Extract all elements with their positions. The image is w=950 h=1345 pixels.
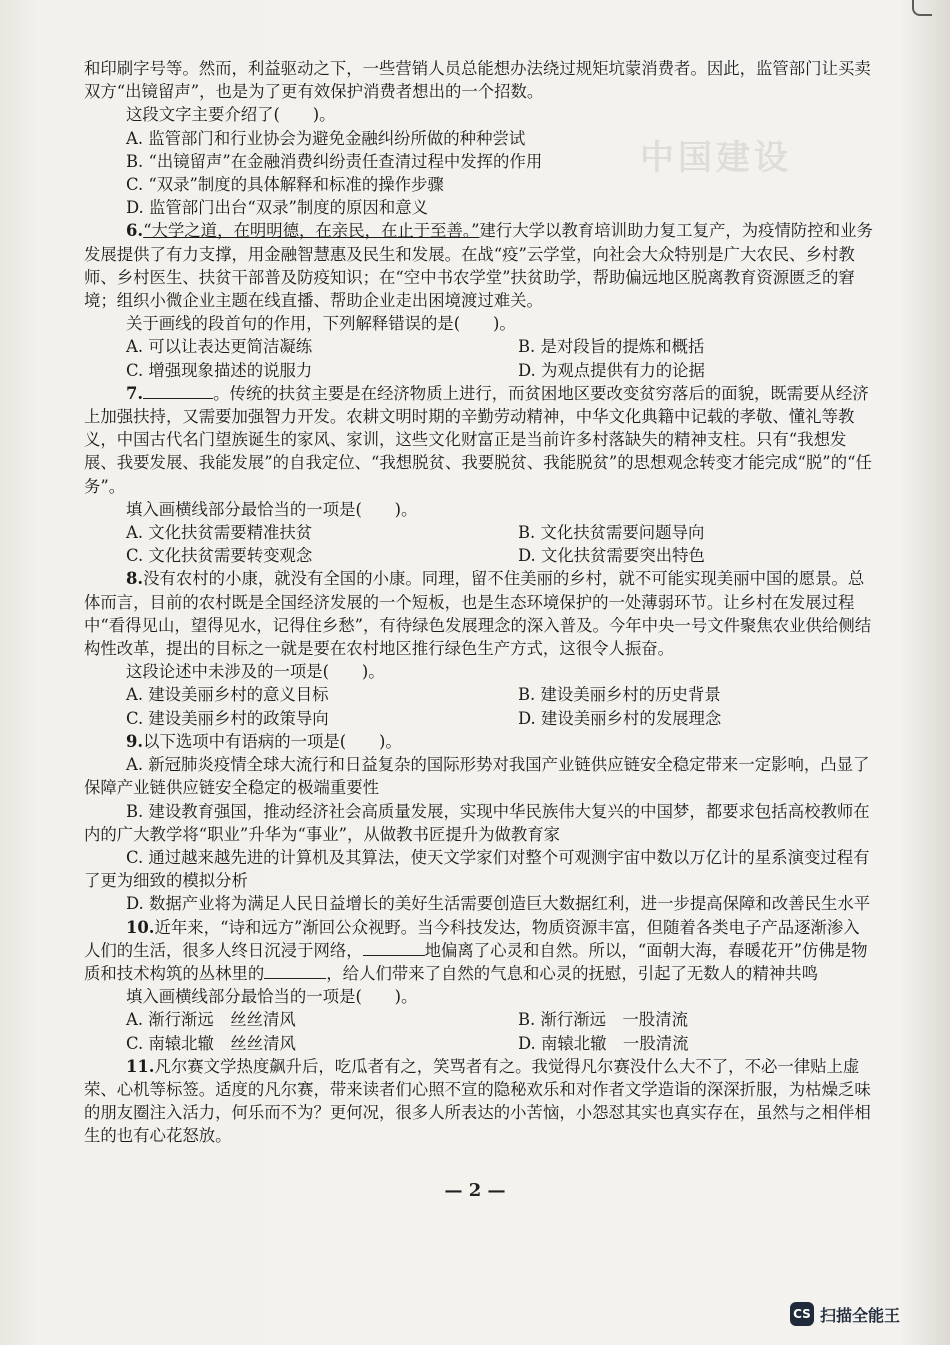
q9-stem: 以下选项中有语病的一项是( )。	[143, 731, 402, 751]
q5-option-c: C. “双录”制度的具体解释和标准的操作步骤	[126, 175, 444, 195]
q9-option-d: D. 数据产业将为满足人民日益增长的美好生活需要创造巨大数据红利，进一步提高保障和改善民生水平	[126, 894, 871, 914]
q6-number: 6.	[126, 221, 144, 241]
q6-passage-text: 建行大学以教育培训助力复工复产，为疫情防控和业务发展提供了有力支撑，用金融智慧惠及民生和发展。在战“疫”云学堂，向社会大众特别是广大农民、乡村教师、乡村医生、扶贫干部普及防疫知识；在“空中书农学堂”扶贫助学，帮助偏远地区脱离教育资源匮乏的窘境；组织小微企业主题在线直播、帮助企业走出困境渡过难关。	[84, 221, 873, 311]
q7-option-b: B. 文化扶贫需要问题导向	[518, 523, 705, 543]
q10-passage	[84, 916, 874, 986]
q9-number: 9.	[126, 731, 144, 751]
q7-options-row-2	[84, 544, 874, 567]
q7-number: 7.	[126, 383, 144, 403]
top-fragment: 和印刷字号等。然而，利益驱动之下，一些营销人员总能想办法绕过规矩坑蒙消费者。因此，监管部门让买卖双方“出镜留声”，也是为了更有效保护消费者想出的一个招数。	[84, 59, 871, 102]
q11-passage-text: 凡尔赛文学热度飙升后，吃瓜者有之，笑骂者有之。我觉得凡尔赛没什么大不了，不必一律贴上虚荣、心机等标签。适度的凡尔赛，带来读者们心照不宣的隐秘欢乐和对作者文学造诣的深深折服，为枯燥乏味的朋友圈注入活力，何乐而不为？更何况，很多人所表达的小苦恼，小怨怼其实也真实存在，虽然与之相伴相生的也有心花怒放。	[84, 1056, 871, 1146]
q10-passage-part-a: 近年来，“诗和远方”渐回公众视野。当今科技发达，物质资源丰富，但随着各类电子产品逐渐渗入人们的生活，很多人终日沉浸于网络，	[84, 917, 860, 960]
camscanner-logo-icon: CS	[790, 1302, 814, 1326]
q10-blank-2	[264, 962, 326, 979]
exam-content	[84, 57, 874, 1148]
q8-stem: 这段论述中未涉及的一项是( )。	[126, 662, 385, 682]
q11-number: 11.	[126, 1056, 155, 1076]
q7-answer-blank	[143, 382, 213, 399]
q6-stem: 关于画线的段首句的作用，下列解释错误的是( )。	[126, 314, 516, 334]
q5-option-d: D. 监管部门出台“双录”制度的原因和意义	[126, 198, 428, 218]
scanner-watermark	[790, 1300, 900, 1328]
q10-number: 10.	[126, 917, 155, 937]
q11-passage	[84, 1055, 874, 1148]
q8-option-d: D. 建设美丽乡村的发展理念	[518, 708, 722, 728]
q7-passage-text: 。传统的扶贫主要是在经济物质上进行，而贫困地区要改变贫穷落后的面貌，既需要从经济上加强扶持，又需要加强智力开发。农耕文明时期的辛勤劳动精神，中华文化典籍中记载的孝敬、懂礼等教义，中国古代名门望族诞生的家风、家训，这些文化财富正是当前许多村落缺失的精神支柱。只有“我想发展、我要发展、我能发展”的自我定位、“我想脱贫、我要脱贫、我能脱贫”的思想观念转变才能完成“脱”的“任务”。	[84, 383, 872, 496]
q5-stem: 这段文字主要介绍了( )。	[126, 105, 336, 125]
q10-option-c: C. 南辕北辙 丝丝清风	[126, 1033, 296, 1053]
q8-option-a: A. 建设美丽乡村的意义目标	[126, 685, 329, 705]
q7-option-c: C. 文化扶贫需要转变观念	[126, 546, 313, 566]
q6-option-d: D. 为观点提供有力的论据	[518, 360, 705, 380]
q10-options-row-1	[84, 1008, 874, 1031]
q8-options-row-1	[84, 683, 874, 706]
q10-option-b: B. 渐行渐远 一股清流	[518, 1010, 688, 1030]
q7-stem: 填入画横线部分最恰当的一项是( )。	[126, 499, 418, 519]
q7-option-a: A. 文化扶贫需要精准扶贫	[126, 523, 313, 543]
scanner-brand-label: 扫描全能王	[820, 1305, 901, 1325]
q10-blank-1	[363, 939, 425, 956]
q6-option-a: A. 可以让表达更简洁凝练	[126, 337, 313, 357]
q8-options-row-2	[84, 707, 874, 730]
q6-options-row-2	[84, 359, 874, 382]
q7-options-row-1	[84, 521, 874, 544]
q9-option-b: B. 建设教育强国，推动经济社会高质量发展，实现中华民族伟大复兴的中国梦，都要求包括高校教师在内的广大教学将“职业”升华为“事业”，从做教书匠提升为做教育家	[84, 801, 870, 844]
q8-option-b: B. 建设美丽乡村的历史背景	[518, 685, 721, 705]
q10-passage-part-b: 地偏离了心灵和自然。所以，“面朝大海，春暖花开”仿佛是物质和技术构筑的丛林里的	[84, 940, 868, 983]
q9-option-c: C. 通过越来越先进的计算机及其算法，使天文学家们对整个可观测宇宙中数以万亿计的星系演变过程有了更为细致的模拟分析	[84, 847, 870, 891]
q8-passage-text: 没有农村的小康，就没有全国的小康。同理，留不住美丽的乡村，就不可能实现美丽中国的愿景。总体而言，目前的农村既是全国经济发展的一个短板，也是生态环境保护的一处薄弱环节。让乡村在发展过程中“看得见山，望得见水，记得住乡愁”，有待绿色发展理念的深入普及。今年中央一号文件聚焦农业供给侧结构性改革，提出的目标之一就是要在农村地区推行绿色生产方式，这很令人振奋。	[84, 569, 872, 659]
q7-passage	[84, 382, 874, 498]
q6-options-row-1	[84, 335, 874, 358]
q9-option-a: A. 新冠肺炎疫情全球大流行和日益复杂的国际形势对我国产业链供应链安全稳定带来一定影响，凸显了保障产业链供应链安全稳定的极端重要性	[84, 755, 870, 798]
q8-number: 8.	[126, 569, 144, 589]
q10-option-d: D. 南辕北辙 一股清流	[518, 1033, 689, 1053]
q8-option-c: C. 建设美丽乡村的政策导向	[126, 708, 329, 728]
q7-option-d: D. 文化扶贫需要突出特色	[518, 546, 705, 566]
q10-options-row-2	[84, 1032, 874, 1055]
q6-option-b: B. 是对段旨的提炼和概括	[518, 337, 705, 357]
q5-option-b: B. “出镜留声”在金融消费纠纷责任查清过程中发挥的作用	[126, 151, 543, 171]
bleed-through-heading: 中国建设	[640, 138, 792, 178]
q10-passage-part-c: ，给人们带来了自然的气息和心灵的抚慰，引起了无数人的精神共鸣	[326, 963, 819, 983]
q9-stem-line	[84, 730, 874, 753]
q5-option-a: A. 监管部门和行业协会为避免金融纠纷所做的种种尝试	[126, 128, 526, 148]
q6-option-c: C. 增强现象描述的说服力	[126, 360, 313, 380]
q8-passage	[84, 567, 874, 660]
q6-underlined-sentence: “大学之道，在明明德，在亲民，在止于至善。”	[143, 221, 480, 241]
q10-stem: 填入画横线部分最恰当的一项是( )。	[126, 987, 418, 1007]
page-number: — 2 —	[444, 1180, 506, 1201]
q10-option-a: A. 渐行渐远 丝丝清风	[126, 1010, 296, 1030]
q6-passage	[84, 219, 874, 312]
page-curl-mark	[912, 0, 932, 16]
